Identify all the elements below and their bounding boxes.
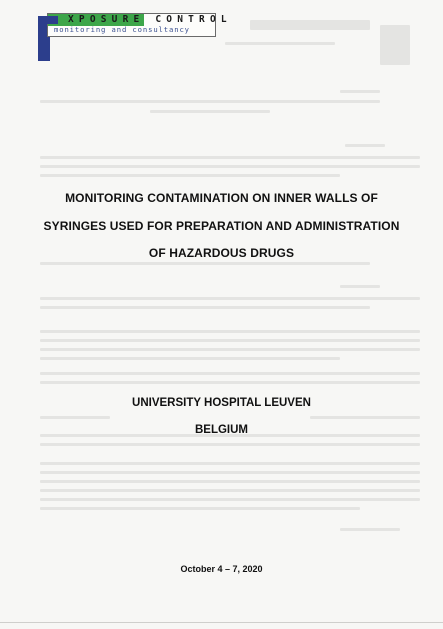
exposure-control-logo [38,13,232,61]
title-line-2: SYRINGES USED FOR PREPARATION AND ADMINISTRATION [43,219,400,233]
logo-tagline: monitoring and consultancy [54,25,190,34]
title-line-1: MONITORING CONTAMINATION ON INNER WALLS OF [65,191,378,205]
logo-company-name: XPOSURE CONTROL [68,14,232,25]
page-bottom-rule [0,622,443,623]
title-line-3: OF HAZARDOUS DRUGS [148,246,295,260]
logo-box [47,13,232,37]
report-date: October 4 – 7, 2020 [180,564,263,574]
institution-country: BELGIUM [194,424,249,436]
institution-name: UNIVERSITY HOSPITAL LEUVEN [132,397,311,409]
logo-e-arm [38,16,58,24]
